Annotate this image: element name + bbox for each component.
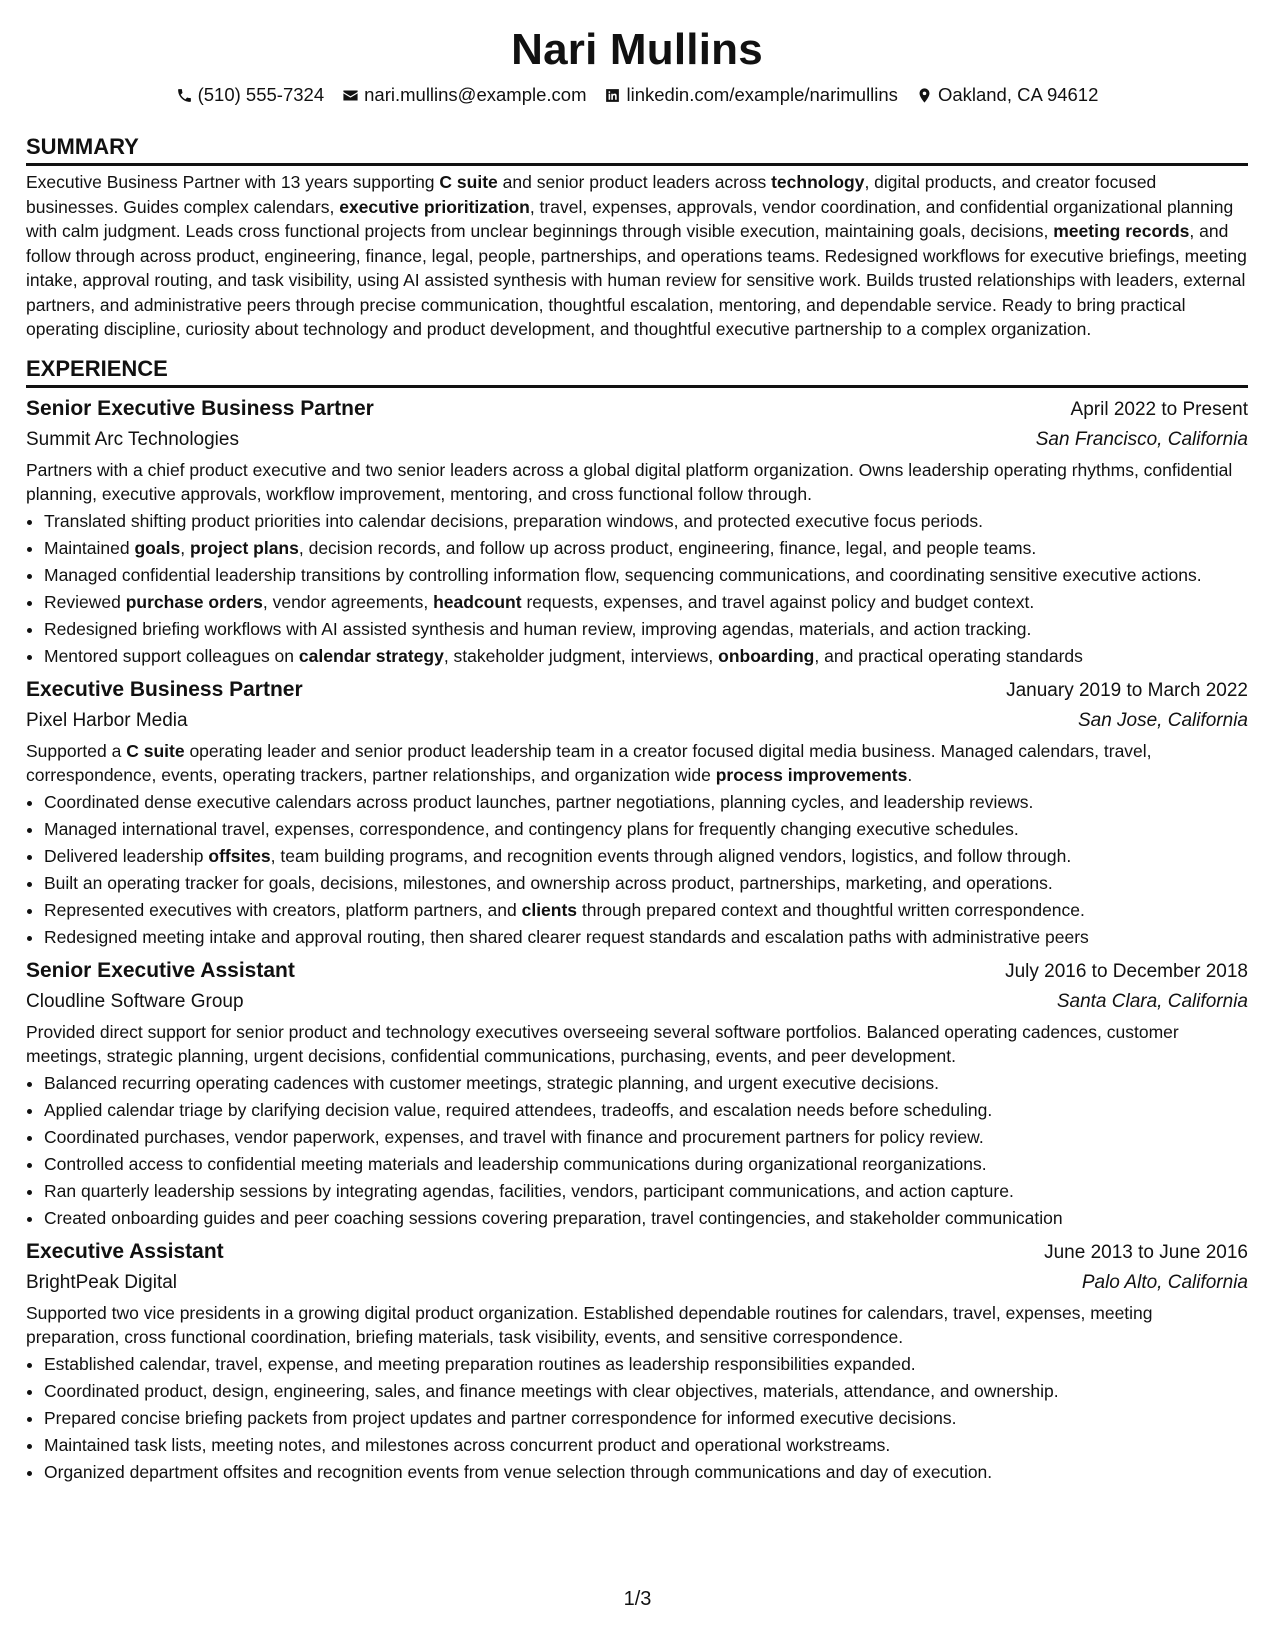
job-title: Executive Assistant (26, 1239, 224, 1263)
text-run: Coordinated purchases, vendor paperwork, expenses, and travel with finance and procurement partners for policy review. (44, 1127, 984, 1147)
text-run: Provided direct support for senior product and technology executives overseeing several software portfolios. Balanced operating cadences, customer meetings, strategic planning, urgent decisions, confidential communications, purchasing, events, and peer development. (26, 1021, 1179, 1066)
bullet-item (44, 1433, 1248, 1458)
bold-keyword: offsites (208, 846, 271, 866)
text-run: Established calendar, travel, expense, and meeting preparation routines as leadership responsibilities expanded. (44, 1354, 916, 1374)
text-run: Supported a (26, 740, 127, 761)
bullet-item (44, 1352, 1248, 1377)
bullet-item (44, 1379, 1248, 1404)
job-subheader (26, 987, 1248, 1017)
contact-phone (176, 82, 325, 108)
text-run: requests, expenses, and travel against policy and budget context. (521, 592, 1035, 612)
bullet-item (44, 1125, 1248, 1150)
text-run: . (907, 765, 913, 785)
bullet-item (44, 817, 1248, 842)
text-run: Coordinated dense executive calendars across product launches, partner negotiations, planning cycles, and leadership reviews. (44, 792, 1034, 812)
bold-keyword: onboarding (718, 646, 815, 666)
text-run: Translated shifting product priorities into calendar decisions, preparation windows, and protected executive focus periods. (44, 511, 984, 531)
job-location: San Jose, California (1077, 709, 1248, 731)
bullet-item (44, 1406, 1248, 1431)
bold-keyword: technology (771, 172, 865, 192)
company-name: BrightPeak Digital (26, 1271, 178, 1293)
bold-keyword: goals (134, 538, 181, 558)
text-run: Balanced recurring operating cadences with customer meetings, strategic planning, and urgent executive decisions. (44, 1073, 939, 1093)
text-run: Maintained task lists, meeting notes, and milestones across concurrent product and operational workstreams. (44, 1435, 891, 1455)
bold-keyword: headcount (433, 592, 522, 612)
job-subheader (26, 1268, 1248, 1298)
page-number: 1/3 (623, 1588, 652, 1610)
job-description (26, 1020, 1248, 1069)
experience-heading: EXPERIENCE (26, 356, 1248, 388)
job-title: Senior Executive Business Partner (26, 396, 374, 420)
text-run: and senior product leaders across (497, 172, 772, 192)
text-run: through prepared context and thoughtful written correspondence. (577, 900, 1085, 920)
bold-keyword: meeting records (1053, 221, 1190, 241)
text-run: Controlled access to confidential meeting materials and leadership communications during organizational reorganizations. (44, 1154, 987, 1174)
text-run: Partners with a chief product executive and two senior leaders across a global digital platform organization. Owns leadership operating rhythms, confidential planning, executive approvals, workflow improvement, mentoring, and cross functional follow through. (26, 459, 1233, 504)
bullet-item (44, 536, 1248, 561)
job-entry (26, 1237, 1248, 1485)
text-run: Executive Business Partner with 13 years supporting (26, 172, 440, 192)
job-header (26, 956, 1248, 987)
linkedin-icon (604, 87, 621, 104)
bullet-item (44, 644, 1248, 669)
job-header (26, 675, 1248, 706)
bullet-item (44, 563, 1248, 588)
job-bullets (26, 1352, 1248, 1485)
resume-page (26, 0, 1248, 1485)
contact-bar (26, 82, 1248, 108)
text-run: , team building programs, and recognition events through aligned vendors, logistics, and follow through. (270, 846, 1072, 866)
bullet-item (44, 1071, 1248, 1096)
company-name: Cloudline Software Group (26, 990, 244, 1012)
bullet-item (44, 1206, 1248, 1231)
envelope-icon (342, 87, 359, 104)
job-bullets (26, 1071, 1248, 1231)
job-entry (26, 675, 1248, 950)
bold-keyword: project plans (189, 538, 299, 558)
bold-keyword: clients (521, 900, 578, 920)
location-text: Oakland, CA 94612 (937, 84, 1099, 105)
email-text[interactable]: nari.mullins@example.com (364, 84, 587, 105)
bold-keyword: C suite (126, 740, 185, 761)
contact-linkedin[interactable] (604, 82, 897, 108)
bold-keyword: executive prioritization (339, 196, 530, 217)
bullet-item (44, 1098, 1248, 1123)
bold-keyword: calendar strategy (298, 646, 444, 666)
bold-keyword: C suite (439, 172, 498, 192)
text-run: , stakeholder judgment, interviews, (443, 646, 719, 666)
text-run: Applied calendar triage by clarifying decision value, required attendees, tradeoffs, and escalation needs before scheduling. (44, 1100, 993, 1120)
bullet-item (44, 844, 1248, 869)
job-dates: January 2019 to March 2022 (1006, 679, 1248, 701)
job-bullets (26, 790, 1248, 950)
bullet-item (44, 1152, 1248, 1177)
text-run: , vendor agreements, (262, 592, 434, 612)
text-run: , decision records, and follow up across product, engineering, finance, legal, and people teams. (298, 538, 1037, 558)
text-run: Managed confidential leadership transitions by controlling information flow, sequencing communications, and coordinating sensitive executive actions. (44, 565, 1202, 585)
text-run: Reviewed (44, 592, 126, 612)
text-run: Delivered leadership (44, 846, 209, 866)
text-run: , and follow through across product, engineering, finance, legal, people, partnerships, and operations teams. Redesigned workflows for executive briefings, meeting intake, approval routing, and task visibility, using AI assisted synthesis with human review for sensitive work. Builds trusted relationships with leaders, external partners, and administrative peers through precise communication, thoughtful escalation, mentoring, and dependable service. Ready to bring practical operating discipline, curiosity about technology and product development, and thoughtful executive partnership to a complex organization. (26, 221, 1247, 339)
text-run: , travel, expenses, approvals, vendor coordination, and confidential organizational planning with calm judgment. Leads cross functional projects from unclear beginnings through visible execution, maintaining goals, decisions, (26, 196, 1234, 241)
text-run: Organized department offsites and recognition events from venue selection through communications and day of execution. (44, 1462, 993, 1482)
job-subheader (26, 425, 1248, 455)
job-description (26, 739, 1248, 788)
bullet-item (44, 925, 1248, 950)
job-location: Palo Alto, California (1081, 1271, 1248, 1293)
job-description (26, 458, 1248, 507)
text-run: , digital products, and creator focused businesses. Guides complex calendars, (26, 172, 1157, 217)
text-run: Redesigned meeting intake and approval routing, then shared clearer request standards and escalation paths with administrative peers (44, 927, 1089, 947)
text-run: Managed international travel, expenses, correspondence, and contingency plans for frequently changing executive schedules. (44, 819, 1019, 839)
experience-list (26, 394, 1248, 1485)
bullet-item (44, 898, 1248, 923)
bullet-item (44, 1179, 1248, 1204)
linkedin-text[interactable]: linkedin.com/example/narimullins (626, 84, 898, 105)
job-dates: July 2016 to December 2018 (1005, 960, 1248, 982)
bold-keyword: purchase orders (125, 592, 263, 612)
job-bullets (26, 509, 1248, 669)
bold-keyword: process improvements (715, 765, 908, 785)
phone-icon (176, 87, 193, 104)
job-header (26, 1237, 1248, 1268)
company-name: Pixel Harbor Media (26, 709, 188, 731)
job-dates: June 2013 to June 2016 (1044, 1241, 1248, 1263)
bullet-item (44, 509, 1248, 534)
company-name: Summit Arc Technologies (26, 428, 239, 450)
text-run: Redesigned briefing workflows with AI assisted synthesis and human review, improving agendas, materials, and action tracking. (44, 619, 1032, 639)
contact-location (916, 82, 1098, 108)
job-location: Santa Clara, California (1056, 990, 1248, 1012)
bullet-item (44, 871, 1248, 896)
summary-text (26, 170, 1248, 342)
bullet-item (44, 617, 1248, 642)
job-entry (26, 394, 1248, 669)
bullet-item (44, 790, 1248, 815)
text-run: Represented executives with creators, platform partners, and (44, 900, 522, 920)
text-run: Supported two vice presidents in a growing digital product organization. Established dependable routines for calendars, travel, expenses, meeting preparation, cross functional coordination, briefing materials, task visibility, events, and sensitive correspondence. (26, 1302, 1153, 1347)
text-run: Created onboarding guides and peer coaching sessions covering preparation, travel contingencies, and stakeholder communication (44, 1208, 1063, 1228)
map-pin-icon (916, 87, 933, 104)
text-run: Coordinated product, design, engineering, sales, and finance meetings with clear objectives, materials, attendance, and ownership. (44, 1381, 1059, 1401)
text-run: Maintained (44, 538, 135, 558)
text-run: , (180, 538, 190, 558)
candidate-name: Nari Mullins (511, 25, 763, 74)
job-description (26, 1301, 1248, 1350)
text-run: Prepared concise briefing packets from project updates and partner correspondence for informed executive decisions. (44, 1408, 957, 1428)
job-entry (26, 956, 1248, 1231)
text-run: Built an operating tracker for goals, decisions, milestones, and ownership across product, partnerships, marketing, and operations. (44, 873, 1053, 893)
bullet-item (44, 1460, 1248, 1485)
text-run: Ran quarterly leadership sessions by integrating agendas, facilities, vendors, participant communications, and action capture. (44, 1181, 1014, 1201)
bullet-item (44, 590, 1248, 615)
text-run: , and practical operating standards (814, 646, 1083, 666)
phone-text: (510) 555-7324 (197, 84, 325, 105)
job-title: Senior Executive Assistant (26, 958, 295, 982)
job-location: San Francisco, California (1035, 428, 1248, 450)
job-dates: April 2022 to Present (1070, 398, 1248, 420)
job-subheader (26, 706, 1248, 736)
contact-email[interactable] (342, 82, 586, 108)
summary-heading: SUMMARY (26, 134, 1248, 166)
job-title: Executive Business Partner (26, 677, 303, 701)
text-run: Mentored support colleagues on (44, 646, 299, 666)
text-run: operating leader and senior product leadership team in a creator focused digital media business. Managed calendars, travel, correspondence, events, operating trackers, partner relationships, and organization wide (26, 740, 1152, 785)
job-header (26, 394, 1248, 425)
